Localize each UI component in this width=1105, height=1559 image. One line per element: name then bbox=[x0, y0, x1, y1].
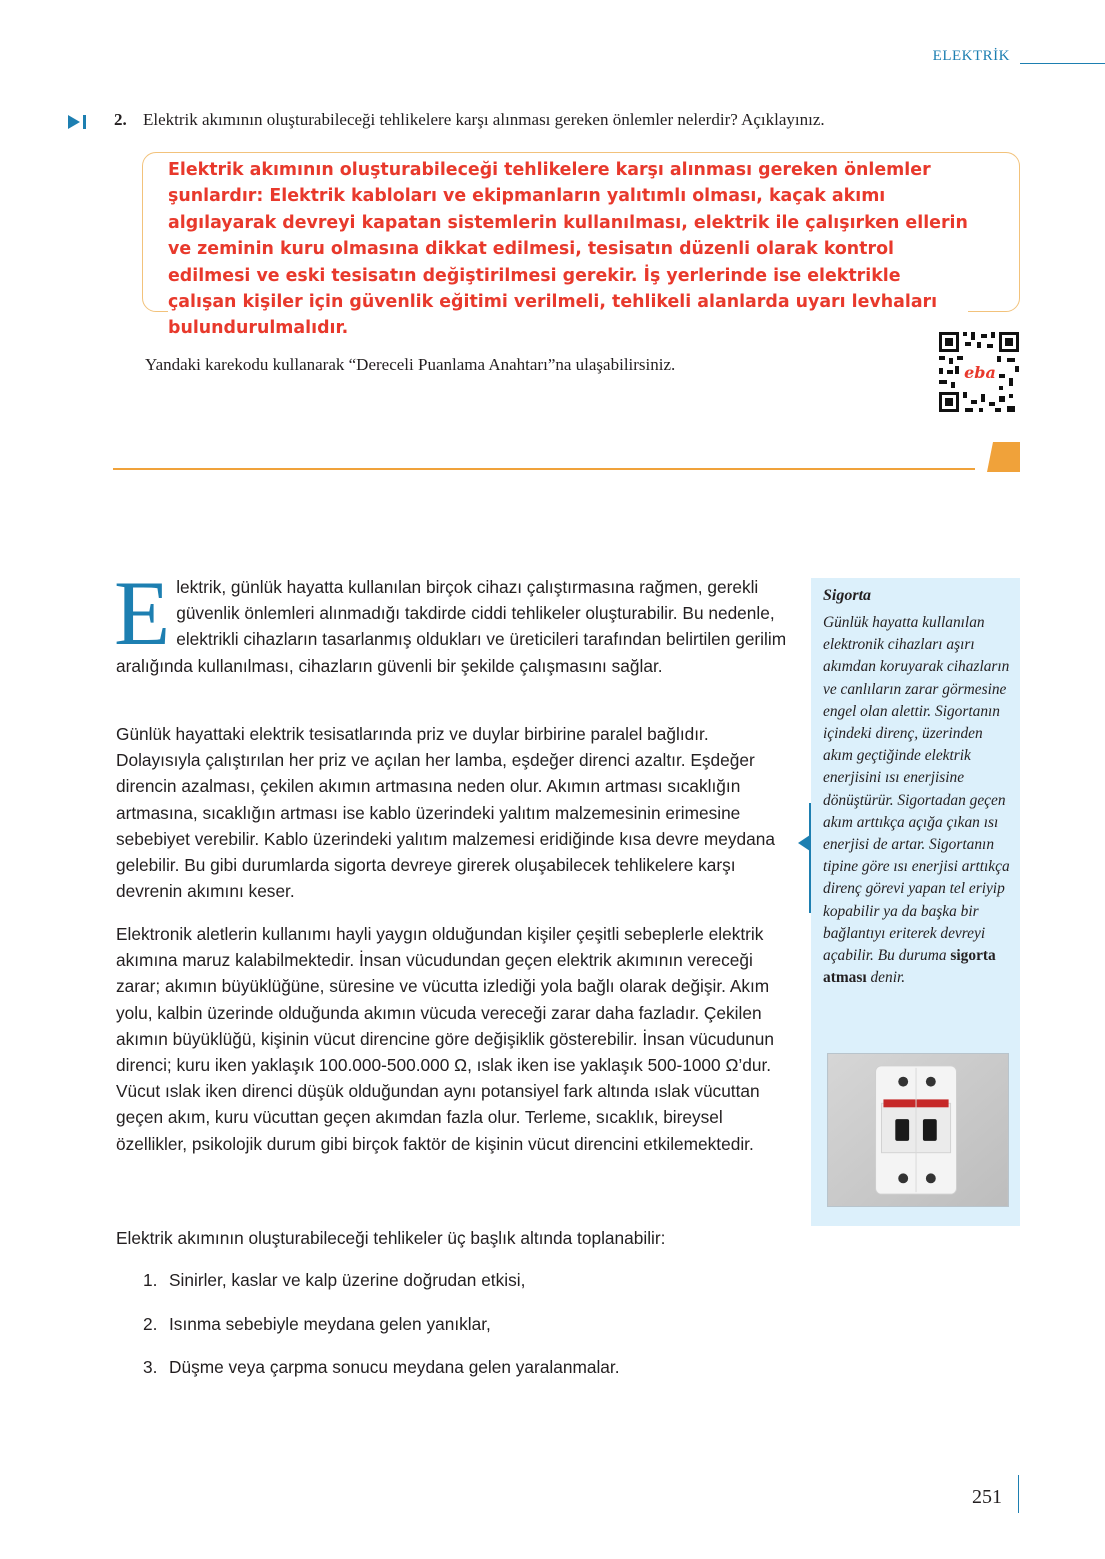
list-item bbox=[143, 1357, 620, 1378]
drop-cap: E bbox=[114, 562, 171, 664]
body-paragraph-3: Elektronik aletlerin kullanımı hayli yaygın olduğundan kişiler çeşitli sebeplerle elektrik akımına maruz kalabilmektedir. İnsan vücudundan geçen elektrik akımının vereceği zarar; akımın büyüklüğüne, süresine ve vücutta izlediği yola bağlı olarak değişir. Akım yolu, kalbin üzerinde olduğunda akımın vücuda vereceği zarar daha fazladır. Çekilen akımın büyüklüğü, kişinin vücut direncine göre değişiklik gösterebilir. İnsan vücudunun direnci; kuru iken yaklaşık 100.000-500.000 Ω, ıslak iken ise yaklaşık 500-1000 Ω’dur. Vücut ıslak iken direnci düşük olduğundan aynı potansiyel fark altında ıslak vücuttan geçen akım, kuru vücuttan geçen akımdan fazla olur. Terleme, sıcaklık, bireysel özellikler, psikolojik durum gibi birçok faktör de kişinin vücut direncini etkilemektedir. bbox=[116, 924, 775, 1154]
sidebar-bold-term: sigorta atması bbox=[823, 947, 996, 987]
list-number: 2. bbox=[143, 1314, 158, 1334]
triangle-left-icon bbox=[798, 835, 810, 851]
list-item bbox=[143, 1270, 525, 1291]
list-item bbox=[143, 1314, 491, 1335]
section-tab-icon bbox=[987, 442, 1020, 472]
list-text: Isınma sebebiyle meydana gelen yanıklar, bbox=[169, 1314, 491, 1334]
body-paragraph-1-text: lektrik, günlük hayatta kullanılan birçok cihazı çalıştırmasına rağmen, gerekli güvenlik önlemleri alınmadığı takdirde ciddi tehlikeler oluşturabilir. Bu nedenle, elektrikli cihazların tasarlanmış oldukları ve üreticileri tarafından belirtilen gerilim aralığında kullanılması, cihazların güvenli bir şekilde çalışmasını sağlar. bbox=[116, 577, 787, 676]
qr-code-icon[interactable] bbox=[937, 330, 1021, 414]
answer-text: Elektrik akımının oluşturabileceği tehlikelere karşı alınması gereken önlemler şunlardır: Elektrik kabloları ve ekipmanların yalıtımlı olması, kaçak akımı algılayarak devreyi kapatan sistemlerin kullanılması, elektrik ile çalışırken ellerin ve zeminin kuru olmasına dikkat edilmesi, tesisatın düzenli olarak kontrol edilmesi ve eski tesisatın değiştirilmesi gerekir. İş yerlerinde ise elektrikle çalışan kişiler için güvenlik eğitimi verilmeli, tehlikeli alanlarda uyarı levhaları bulundurulmalıdır. bbox=[168, 157, 968, 346]
list-number: 1. bbox=[143, 1270, 158, 1290]
list-text: Düşme veya çarpma sonucu meydana gelen yaralanmalar. bbox=[169, 1357, 620, 1377]
footer-rule bbox=[1018, 1475, 1019, 1513]
sidebar-text bbox=[823, 612, 1015, 989]
sidebar-title: Sigorta bbox=[823, 587, 872, 604]
list-number: 3. bbox=[143, 1357, 158, 1377]
body-paragraph-1 bbox=[114, 562, 788, 679]
question-text: Elektrik akımının oluşturabileceği tehlikelere karşı alınması gereken önlemler nelerdir? Açıklayınız. bbox=[143, 110, 825, 129]
list-text: Sinirler, kaslar ve kalp üzerine doğrudan etkisi, bbox=[169, 1270, 526, 1290]
play-bar-icon bbox=[66, 112, 100, 132]
qr-note: Yandaki karekodu kullanarak “Dereceli Puanlama Anahtarı”na ulaşabilirsiniz. bbox=[145, 355, 676, 374]
body-paragraph-2: Günlük hayattaki elektrik tesisatlarında priz ve duylar birbirine paralel bağlıdır. Dolayısıyla çalıştırılan her priz ve açılan her lamba, eşdeğer direnci azaltır. Eşdeğer direncin azalması, çekilen akımın artmasına neden olur. Akımın artması sıcaklığın artmasına, sıcaklığın artması ise kablo üzerindeki yalıtım malzemesinin erimesine sebebiyet verebilir. Kablo üzerindeki yalıtım malzemesi eridiğinde kısa devre meydana gelebilir. Bu gibi durumlarda sigorta devreye girerek oluşabilecek tehlikelere karşı devrenin akımını keser. bbox=[116, 724, 775, 902]
question-number: 2. bbox=[114, 110, 127, 129]
qr-logo-text: eba bbox=[964, 363, 996, 382]
sidebar-text-end: denir. bbox=[870, 969, 906, 987]
section-divider bbox=[113, 468, 975, 470]
page-number: 251 bbox=[972, 1486, 1002, 1508]
body-paragraph-4: Elektrik akımının oluşturabileceği tehlikeler üç başlık altında toplanabilir: bbox=[116, 1228, 666, 1248]
circuit-breaker-photo bbox=[827, 1053, 1009, 1207]
header-rule bbox=[1020, 63, 1105, 64]
section-label: ELEKTRİK bbox=[932, 48, 1010, 64]
sidebar-text-main: Günlük hayatta kullanılan elektronik cihazları aşırı akımdan koruyarak cihazların ve canlıların zarar görmesine engel olan alettir. Sigortanın içindeki direnç, üzerinden akım geçtiğinde elektrik enerjisini ısı enerjisine dönüştürür. Sigortadan geçen akım arttıkça açığa çıkan ısı enerjisi de artar. Sigortanın tipine göre ısı enerjisi arttıkça direnç görevi yapan tel eriyip kopabilir ya da başka bir bağlantıyı eriterek devreyi açabilir. Bu duruma bbox=[823, 614, 1010, 965]
sidebar-accent-line bbox=[809, 803, 811, 913]
